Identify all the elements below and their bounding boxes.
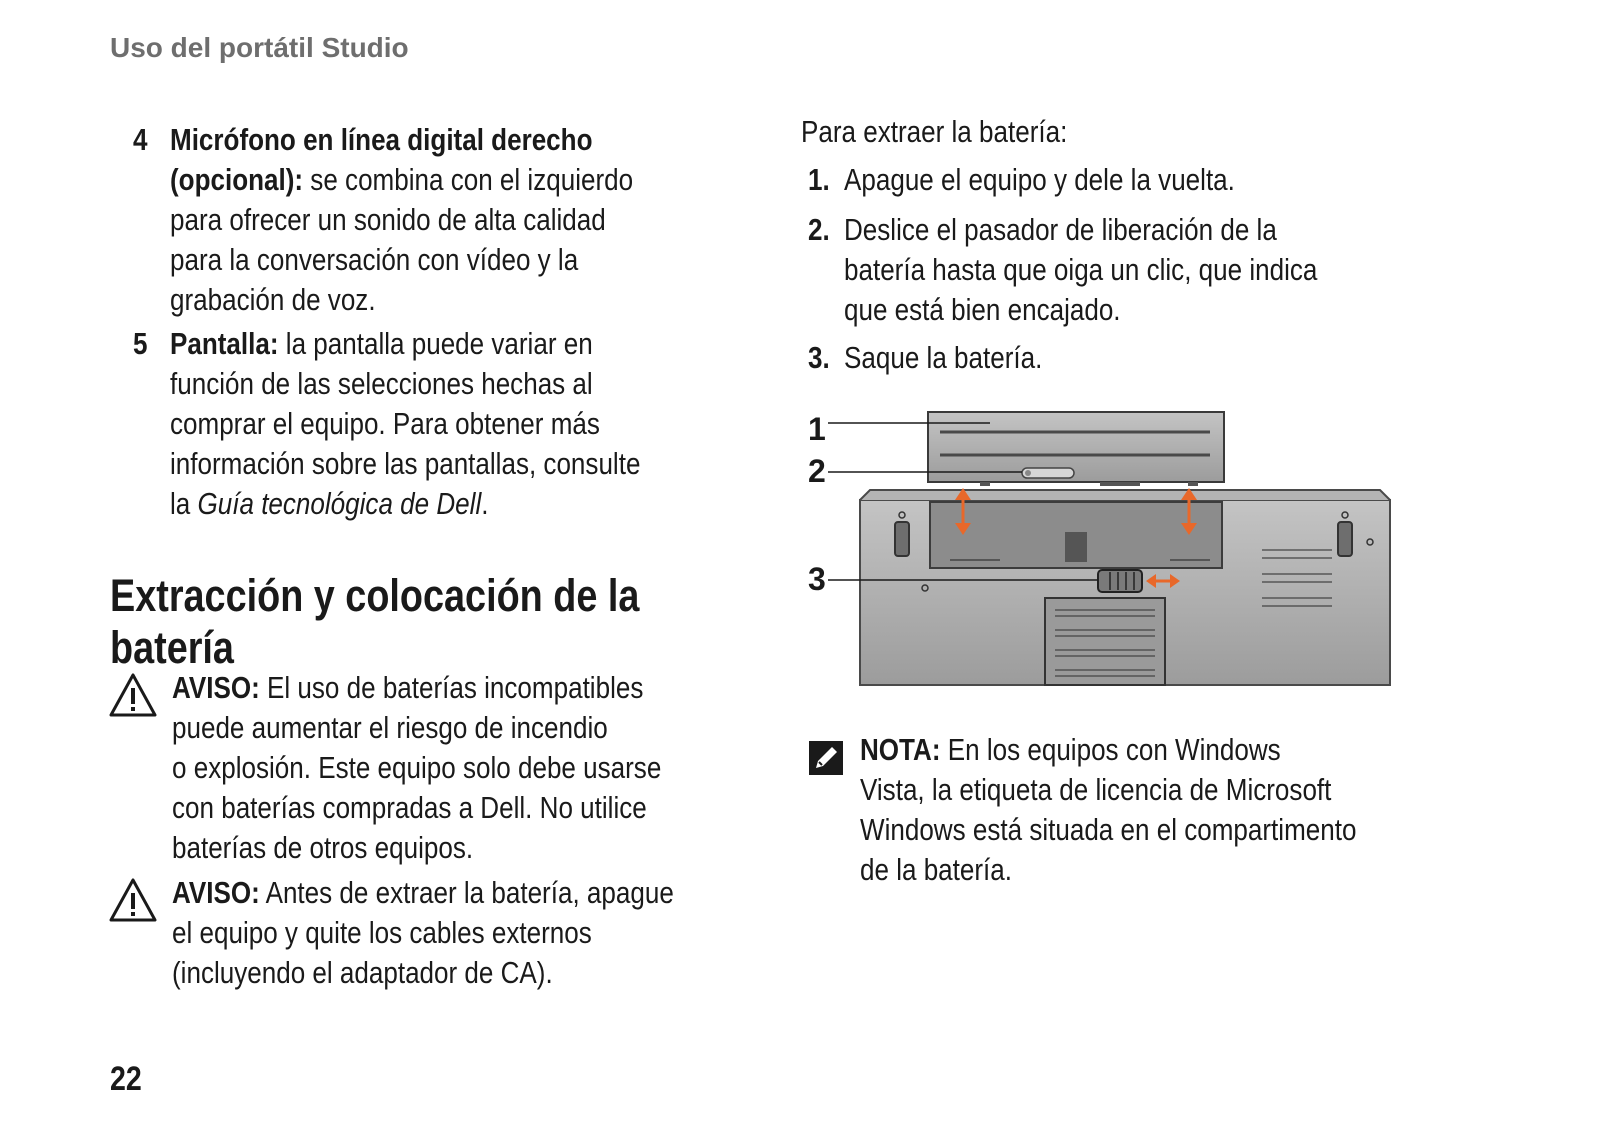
warning-text: puede aumentar el riesgo de incendio [172,710,608,745]
item-number: 5 [133,326,148,361]
note-text: de la batería. [860,852,1013,887]
steps-intro: Para extraer la batería: [801,114,1068,149]
step-text: que está bien encajado. [844,292,1121,327]
running-header: Uso del portátil Studio [110,32,409,63]
item-text: información sobre las pantallas, consulte [170,446,641,481]
note-text: En los equipos con Windows [940,732,1281,767]
item-text: grabación de voz. [170,282,376,317]
item-text: . [481,486,489,521]
item-text: para la conversación con vídeo y la [170,242,579,277]
item-number: 4 [133,122,148,157]
laptop-base [860,490,1390,685]
note-text: Vista, la etiqueta de licencia de Microsoft [860,772,1332,807]
heading-line: batería [110,622,234,673]
item-term: Micrófono en línea digital derecho [170,122,593,157]
callout-1: 1 [808,411,826,447]
heading-line: Extracción y colocación de la [110,570,640,621]
step-text: Saque la batería. [844,340,1043,375]
step-text: Apague el equipo y dele la vuelta. [844,162,1235,197]
warning-icon [108,877,158,923]
section-heading [110,570,740,674]
note-text: Windows está situada en el compartimento [860,812,1357,847]
warning-label: AVISO: [172,875,260,910]
warning-text: El uso de baterías incompatibles [259,670,644,705]
step-text: Deslice el pasador de liberación de la [844,212,1277,247]
callout-2: 2 [808,453,826,489]
item-text: se combina con el izquierdo [303,162,634,197]
step-number: 2. [808,212,830,247]
battery-removal-figure [800,410,1435,710]
callout-3: 3 [808,561,826,597]
item-term-cont: (opcional): [170,162,304,197]
warning-text: (incluyendo el adaptador de CA). [172,955,553,990]
step-number: 3. [808,340,830,375]
page-number: 22 [110,1060,142,1098]
item-text: función de las selecciones hechas al [170,366,593,401]
step-text: batería hasta que oiga un clic, que indica [844,252,1318,287]
item-text: la [170,486,198,521]
warning-label: AVISO: [172,670,260,705]
warning-text: el equipo y quite los cables externos [172,915,592,950]
warning-icon [108,672,158,718]
item-text: la pantalla puede variar en [278,326,593,361]
warning-text: baterías de otros equipos. [172,830,474,865]
warning-text: con baterías compradas a Dell. No utilice [172,790,647,825]
note-label: NOTA: [860,732,941,767]
item-term: Pantalla: [170,326,279,361]
reference-title: Guía tecnológica de Dell [197,486,482,521]
warning-text: o explosión. Este equipo solo debe usarse [172,750,662,785]
step-number: 1. [808,162,830,197]
item-text: comprar el equipo. Para obtener más [170,406,600,441]
warning-text: Antes de extraer la batería, apague [259,875,674,910]
item-text: para ofrecer un sonido de alta calidad [170,202,606,237]
note-pencil-icon [808,740,844,776]
